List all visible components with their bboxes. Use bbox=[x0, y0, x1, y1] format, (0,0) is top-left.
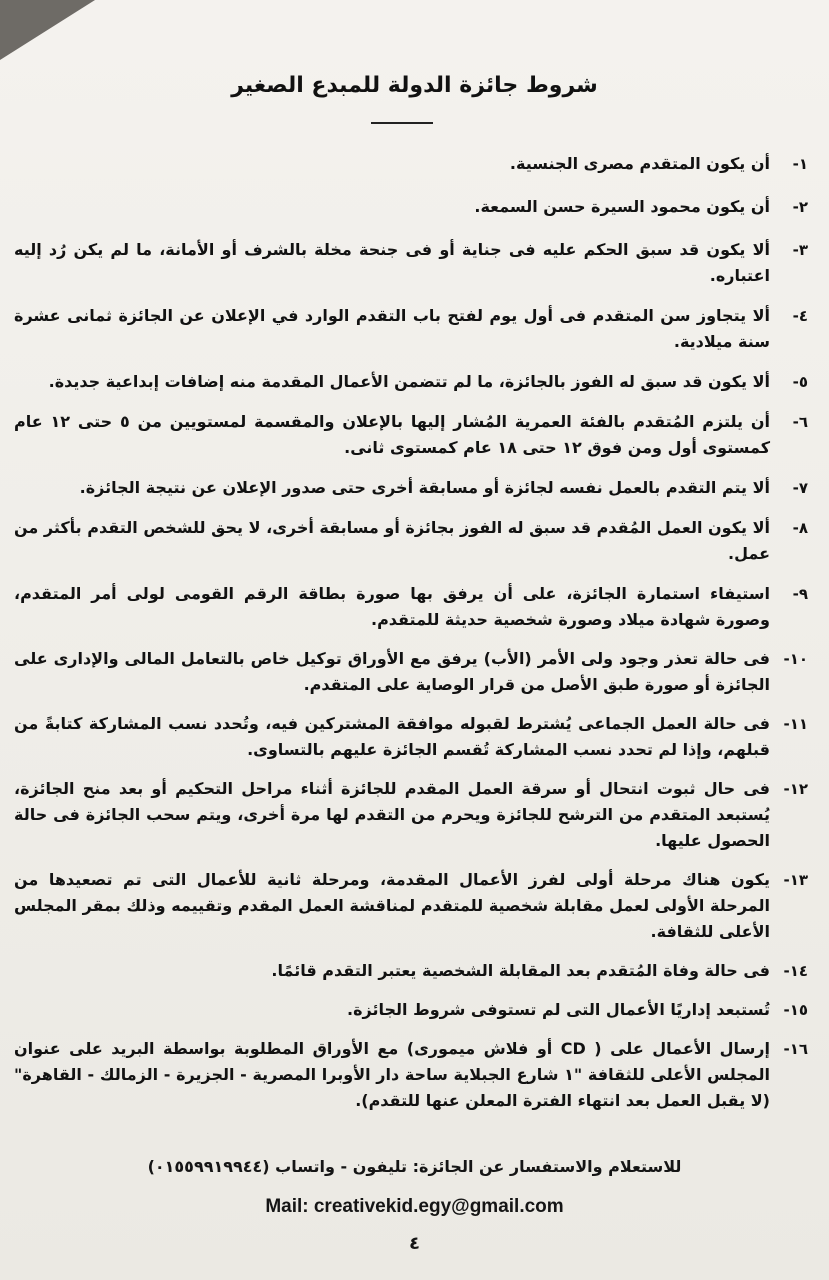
condition-text: استيفاء استمارة الجائزة، على أن يرفق بها صورة بطاقة الرقم القومى لولى أمر المتقدم، وصورة شهادة ميلاد وصورة شخصية حديثة للمتقدم. bbox=[14, 584, 770, 629]
condition-item bbox=[14, 1036, 814, 1114]
condition-text: فى حالة وفاة المُتقدم بعد المقابلة الشخصية يعتبر التقدم قائمًا. bbox=[271, 961, 770, 980]
condition-number: ١٢- bbox=[783, 780, 808, 798]
condition-text: أن يكون المتقدم مصرى الجنسية. bbox=[509, 154, 770, 173]
document-title: شروط جائزة الدولة للمبدع الصغير bbox=[231, 73, 598, 98]
condition-number: ١٥- bbox=[783, 1001, 808, 1019]
condition-text: ألا يتم التقدم بالعمل نفسه لجائزة أو مسابقة أخرى حتى صدور الإعلان عن نتيجة الجائزة. bbox=[79, 478, 770, 497]
contact-line: للاستعلام والاستفسار عن الجائزة: تليفون - واتساب (٠١٥٥٩٩١٩٩٤٤) bbox=[147, 1157, 682, 1176]
condition-item bbox=[14, 515, 814, 567]
condition-text: ألا يتجاوز سن المتقدم فى أول يوم لفتح باب التقدم الوارد في الإعلان عن الجائزة ثمانى عشرة سنة ميلادية. bbox=[14, 306, 770, 351]
condition-item bbox=[14, 711, 814, 763]
condition-number: ٥- bbox=[792, 373, 808, 391]
condition-item bbox=[14, 369, 814, 395]
condition-number: ١١- bbox=[783, 715, 808, 733]
page-number: ٤ bbox=[409, 1233, 420, 1254]
condition-item bbox=[14, 958, 814, 984]
condition-item bbox=[14, 237, 814, 289]
condition-text: ألا يكون العمل المُقدم قد سبق له الفوز بجائزة أو مسابقة أخرى، لا يحق للشخص التقدم بأكثر من عمل. bbox=[14, 518, 770, 563]
page-corner-shadow bbox=[0, 0, 95, 60]
title-underline bbox=[371, 122, 433, 124]
condition-number: ١٣- bbox=[783, 871, 808, 889]
condition-text: فى حالة العمل الجماعى يُشترط لقبوله موافقة المشتركين فيه، وتُحدد نسب المشاركة كتابةً من قبلهم، وإذا لم تحدد نسب المشاركة تُقسم الجائزة عليهم بالتساوى. bbox=[14, 714, 770, 759]
condition-text: ألا يكون قد سبق له الفوز بالجائزة، ما لم تتضمن الأعمال المقدمة منه إضافات إبداعية جديدة. bbox=[48, 372, 770, 391]
condition-item bbox=[14, 303, 814, 355]
condition-number: ٩- bbox=[792, 585, 808, 603]
condition-number: ١٤- bbox=[783, 962, 808, 980]
conditions-list bbox=[14, 145, 814, 1114]
condition-item bbox=[14, 581, 814, 633]
condition-text: فى حالة تعذر وجود ولى الأمر (الأب) يرفق مع الأوراق توكيل خاص بالتعامل المالى والإدارى على الجائزة أو صورة طبق الأصل من قرار الوصاية على المتقدم. bbox=[14, 649, 770, 694]
condition-item bbox=[14, 475, 814, 501]
condition-text: يكون هناك مرحلة أولى لفرز الأعمال المقدمة، ومرحلة ثانية للأعمال التى تم تصعيدها من المرحلة الأولى لعمل مقابلة شخصية للمتقدم لمناقشة العمل المقدم وتقييمه وذلك بمقر المجلس الأعلى للثقافة. bbox=[14, 870, 770, 941]
condition-number: ٤- bbox=[792, 307, 808, 325]
condition-text: أن يلتزم المُتقدم بالفئة العمرية المُشار إليها بالإعلان والمقسمة لمستويين من ٥ حتى ١٢ عام كمستوى أول ومن فوق ١٢ حتى ١٨ عام كمستوى ثانى. bbox=[14, 412, 771, 457]
condition-text: ألا يكون قد سبق الحكم عليه فى جناية أو فى جنحة مخلة بالشرف أو الأمانة، ما لم يكن رُد إليه اعتباره. bbox=[14, 240, 770, 285]
condition-item bbox=[14, 646, 814, 698]
condition-number: ٢- bbox=[792, 198, 808, 216]
condition-text: فى حال ثبوت انتحال أو سرقة العمل المقدم للجائزة أثناء مراحل التحكيم أو بعد منح الجائزة، يُستبعد المتقدم من الترشح للجائزة ويحرم من التقدم لها مرة أخرى، ويتم سحب الجائزة فى حالة الحصول عليها. bbox=[14, 779, 770, 850]
condition-item bbox=[14, 776, 814, 854]
condition-text: أن يكون محمود السيرة حسن السمعة. bbox=[474, 197, 770, 216]
condition-number: ٣- bbox=[792, 241, 808, 259]
condition-item bbox=[14, 194, 814, 220]
condition-number: ١٠- bbox=[783, 650, 808, 668]
condition-item bbox=[14, 997, 814, 1023]
condition-number: ٨- bbox=[792, 519, 808, 537]
condition-number: ١- bbox=[792, 155, 808, 173]
condition-number: ١٦- bbox=[783, 1040, 808, 1058]
condition-item bbox=[14, 409, 814, 461]
condition-number: ٦- bbox=[792, 413, 808, 431]
condition-text: تُستبعد إداريًا الأعمال التى لم تستوفى شروط الجائزة. bbox=[346, 1000, 770, 1019]
contact-email: Mail: creativekid.egy@gmail.com bbox=[265, 1196, 564, 1217]
condition-item bbox=[14, 151, 814, 177]
condition-number: ٧- bbox=[792, 479, 808, 497]
condition-item bbox=[14, 867, 814, 945]
condition-text: إرسال الأعمال على ( CD أو فلاش ميمورى) مع الأوراق المطلوبة بواسطة البريد على عنوان المجلس الأعلى للثقافة "١ شارع الجبلاية ساحة دار الأوبرا المصرية - الجزيرة - الزمالك - القاهرة" (لا يقبل العمل بعد انتهاء الفترة المعلن عنها للتقدم). bbox=[14, 1039, 771, 1110]
